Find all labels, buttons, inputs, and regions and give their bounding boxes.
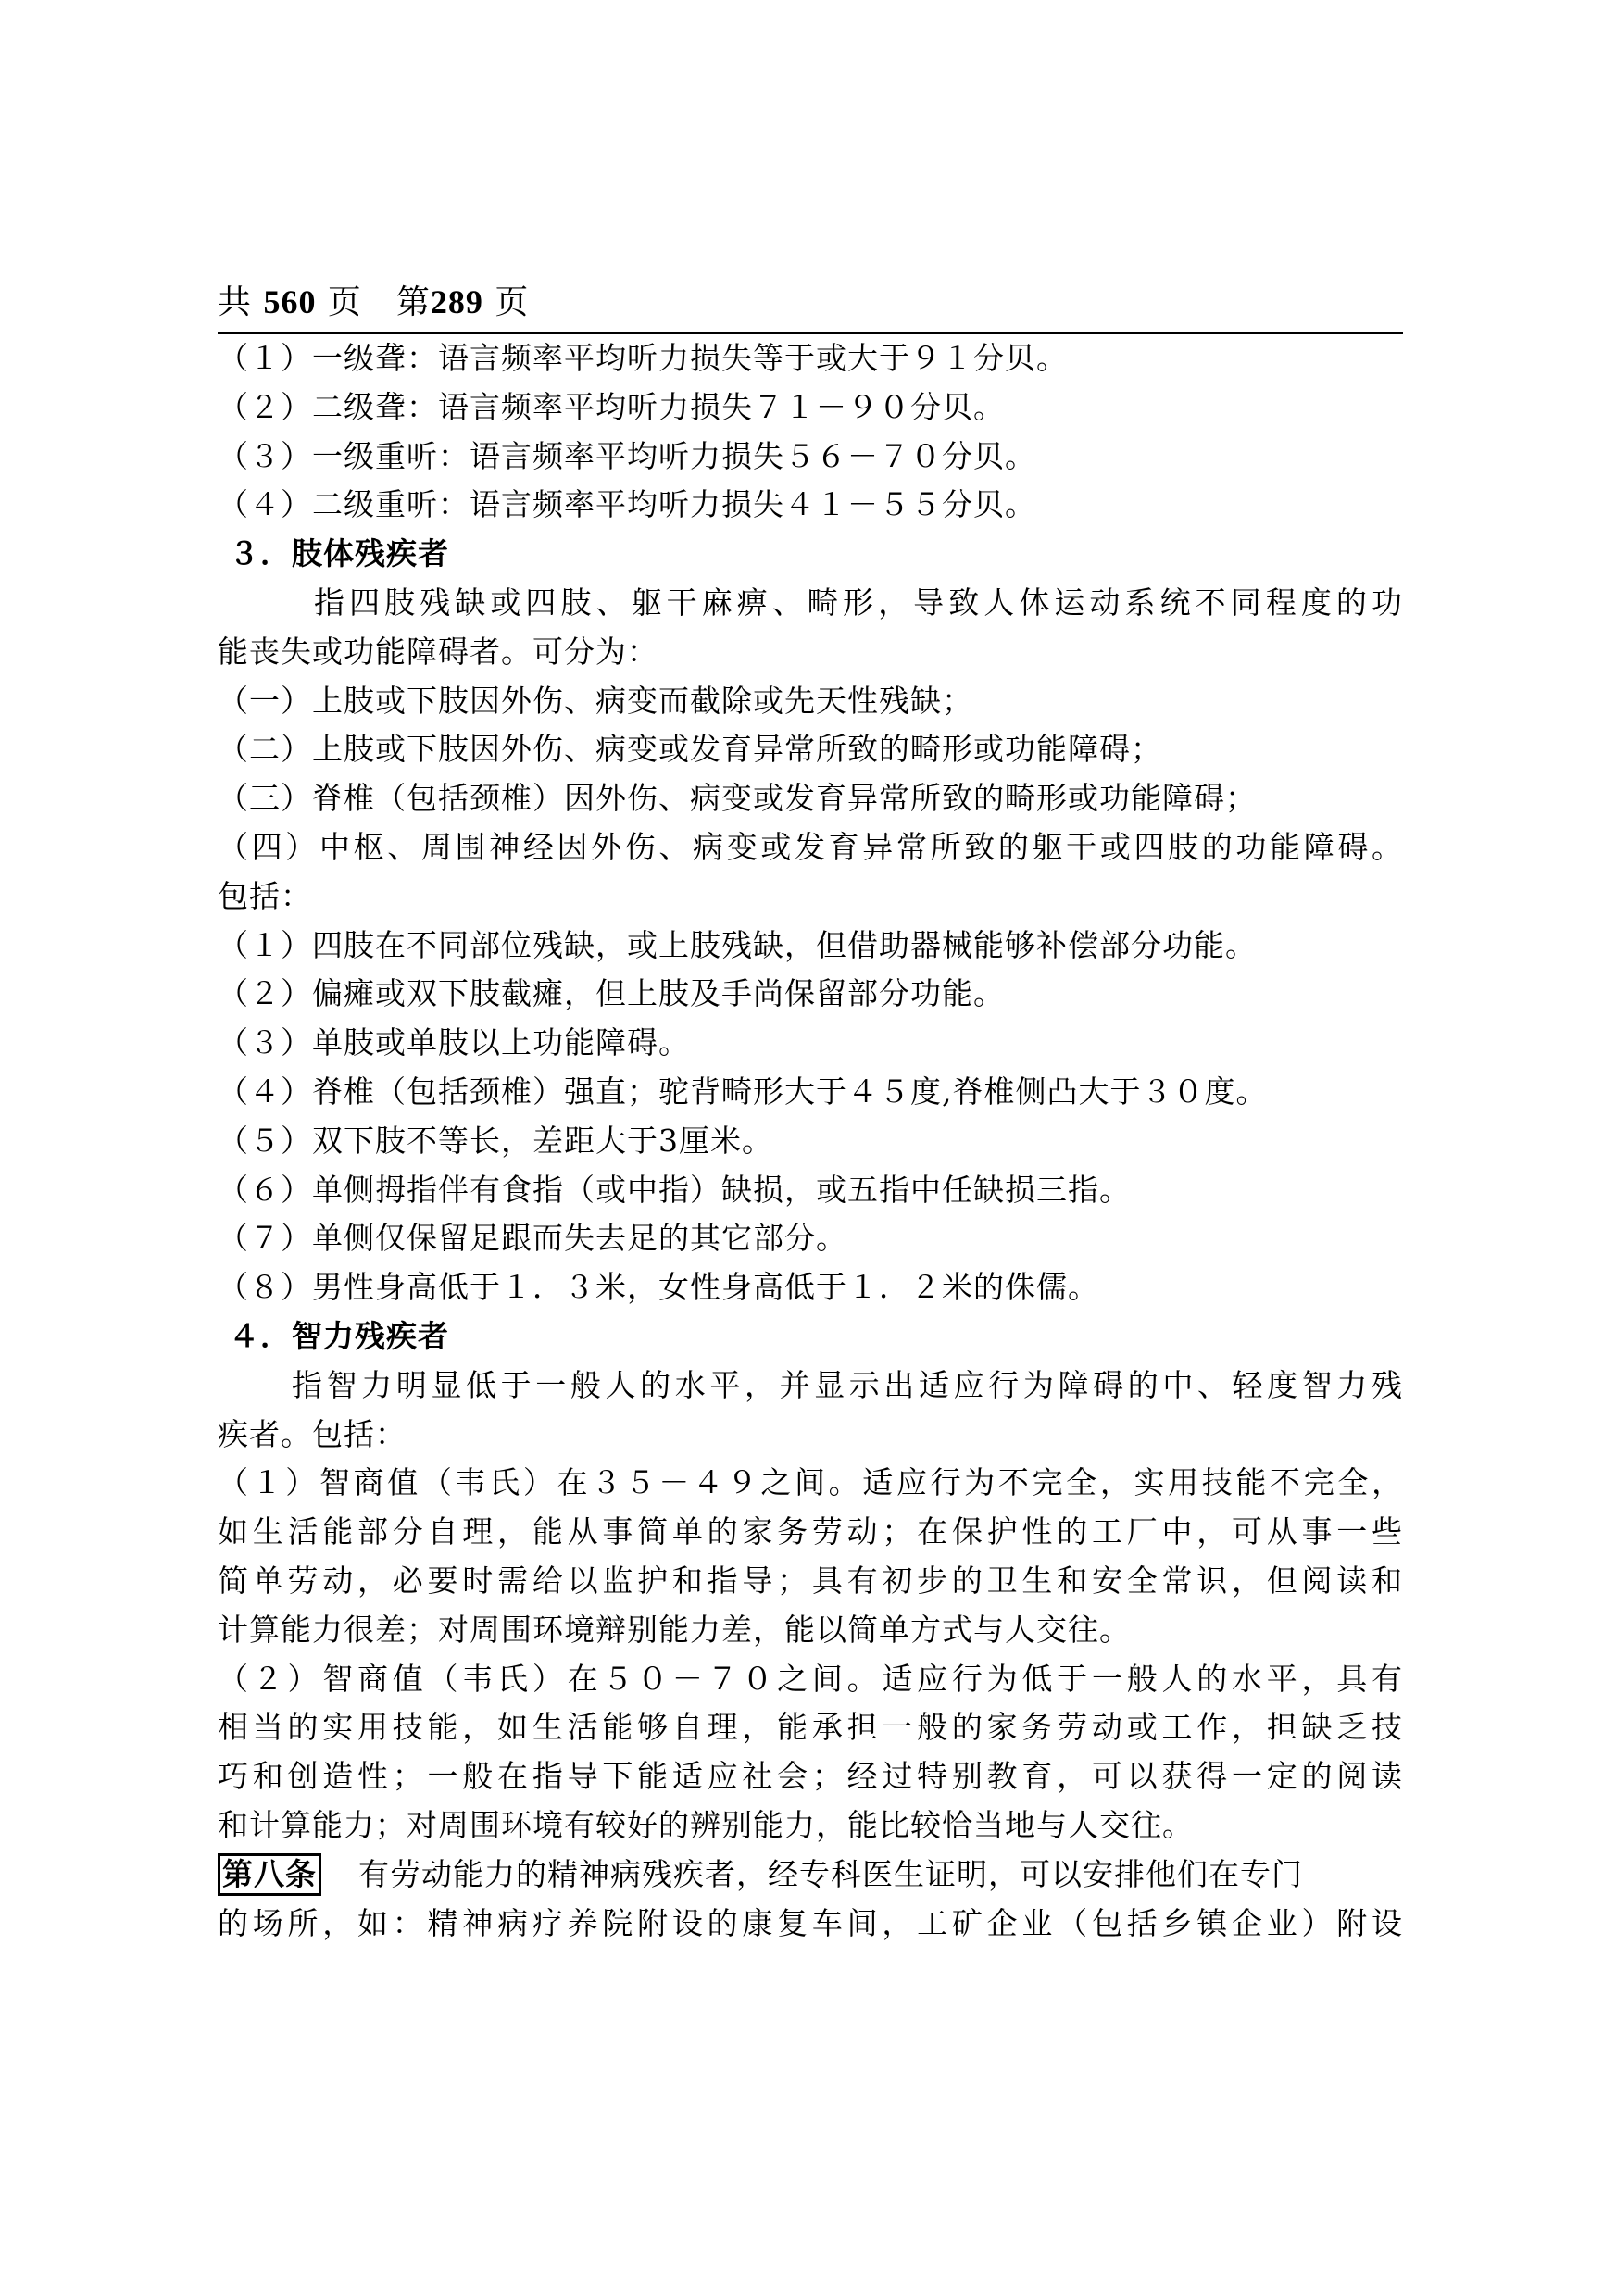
section-3-category: （四）中枢、周围神经因外伤、病变或发育异常所致的躯干或四肢的功能障碍。 xyxy=(218,828,1403,865)
hearing-level-item: （２）二级聋：语言频率平均听力损失７１－９０分贝。 xyxy=(218,388,1005,425)
section-3-item: （３）单肢或单肢以上功能障碍。 xyxy=(218,1024,690,1061)
section-4-item-2-line: 巧和创造性；一般在指导下能适应社会；经过特别教育，可以获得一定的阅读 xyxy=(218,1758,1403,1795)
section-3-heading: ３．肢体残疾者 xyxy=(229,535,449,572)
article-8-line: 的场所，如：精神病疗养院附设的康复车间，工矿企业（包括乡镇企业）附设 xyxy=(218,1904,1403,1941)
section-3-item: （２）偏瘫或双下肢截瘫，但上肢及手尚保留部分功能。 xyxy=(218,975,1005,1012)
section-3-item: （８）男性身高低于１．３米，女性身高低于１．２米的侏儒。 xyxy=(218,1269,1099,1306)
section-3-item: （７）单侧仅保留足跟而失去足的其它部分。 xyxy=(218,1220,847,1257)
page-header xyxy=(218,278,1403,334)
document-body xyxy=(218,334,1403,1948)
hearing-level-item: （３）一级重听：语言频率平均听力损失５６－７０分贝。 xyxy=(218,437,1036,474)
section-3-intro-line: 指四肢残缺或四肢、躯干麻痹、畸形，导致人体运动系统不同程度的功 xyxy=(314,583,1403,621)
article-8-text: 有劳动能力的精神病残疾者，经专科医生证明，可以安排他们在专门 xyxy=(358,1855,1303,1892)
section-4-item-2-line: （２）智商值（韦氏）在５０－７０之间。适应行为低于一般人的水平，具有 xyxy=(218,1660,1403,1697)
section-4-item-1-line: 简单劳动，必要时需给以监护和指导；具有初步的卫生和安全常识，但阅读和 xyxy=(218,1562,1403,1599)
section-3-item: （４）脊椎（包括颈椎）强直；驼背畸形大于４５度,脊椎侧凸大于３０度。 xyxy=(218,1073,1268,1110)
section-4-intro-line: 指智力明显低于一般人的水平，并显示出适应行为障碍的中、轻度智力残 xyxy=(292,1366,1403,1403)
section-3-category: （三）脊椎（包括颈椎）因外伤、病变或发育异常所致的畸形或功能障碍； xyxy=(218,780,1257,817)
section-4-item-1-line: 计算能力很差；对周围环境辩别能力差，能以简单方式与人交往。 xyxy=(218,1611,1131,1648)
header-unit-2: 页 xyxy=(495,283,530,321)
total-pages: 560 xyxy=(263,283,317,320)
section-4-intro-line: 疾者。包括： xyxy=(218,1415,407,1452)
section-4-item-1-line: 如生活能部分自理，能从事简单的家务劳动；在保护性的工厂中，可从事一些 xyxy=(218,1513,1403,1550)
hearing-level-item: （１）一级聋：语言频率平均听力损失等于或大于９１分贝。 xyxy=(218,340,1068,376)
hearing-level-item: （４）二级重听：语言频率平均听力损失４１－５５分贝。 xyxy=(218,486,1036,523)
section-4-item-2-line: 和计算能力；对周围环境有较好的辨别能力，能比较恰当地与人交往。 xyxy=(218,1806,1194,1843)
header-current-label: 第 xyxy=(395,283,431,321)
section-3-category: （一）上肢或下肢因外伤、病变而截除或先天性残缺； xyxy=(218,682,973,719)
document-page xyxy=(218,278,1403,1948)
section-4-item-1-line: （１）智商值（韦氏）在３５－４９之间。适应行为不完全，实用技能不完全， xyxy=(218,1464,1403,1501)
header-unit-1: 页 xyxy=(327,283,362,321)
section-3-item: （１）四肢在不同部位残缺，或上肢残缺，但借助器械能够补偿部分功能。 xyxy=(218,926,1257,963)
section-3-item: （６）单侧拇指伴有食指（或中指）缺损，或五指中任缺损三指。 xyxy=(218,1171,1131,1208)
section-3-item: （５）双下肢不等长，差距大于3厘米。 xyxy=(218,1122,773,1159)
article-8-line xyxy=(218,1851,1403,1900)
section-4-heading: ４．智力残疾者 xyxy=(229,1317,449,1354)
article-8-label: 第八条 xyxy=(218,1853,321,1896)
section-3-include-label: 包括： xyxy=(218,877,312,914)
header-prefix: 共 xyxy=(218,283,253,321)
section-3-category: （二）上肢或下肢因外伤、病变或发育异常所致的畸形或功能障碍； xyxy=(218,731,1162,768)
section-3-intro-line: 能丧失或功能障碍者。可分为： xyxy=(218,633,658,670)
section-4-item-2-line: 相当的实用技能，如生活能够自理，能承担一般的家务劳动或工作，担缺乏技 xyxy=(218,1709,1403,1746)
current-page: 289 xyxy=(430,283,483,320)
